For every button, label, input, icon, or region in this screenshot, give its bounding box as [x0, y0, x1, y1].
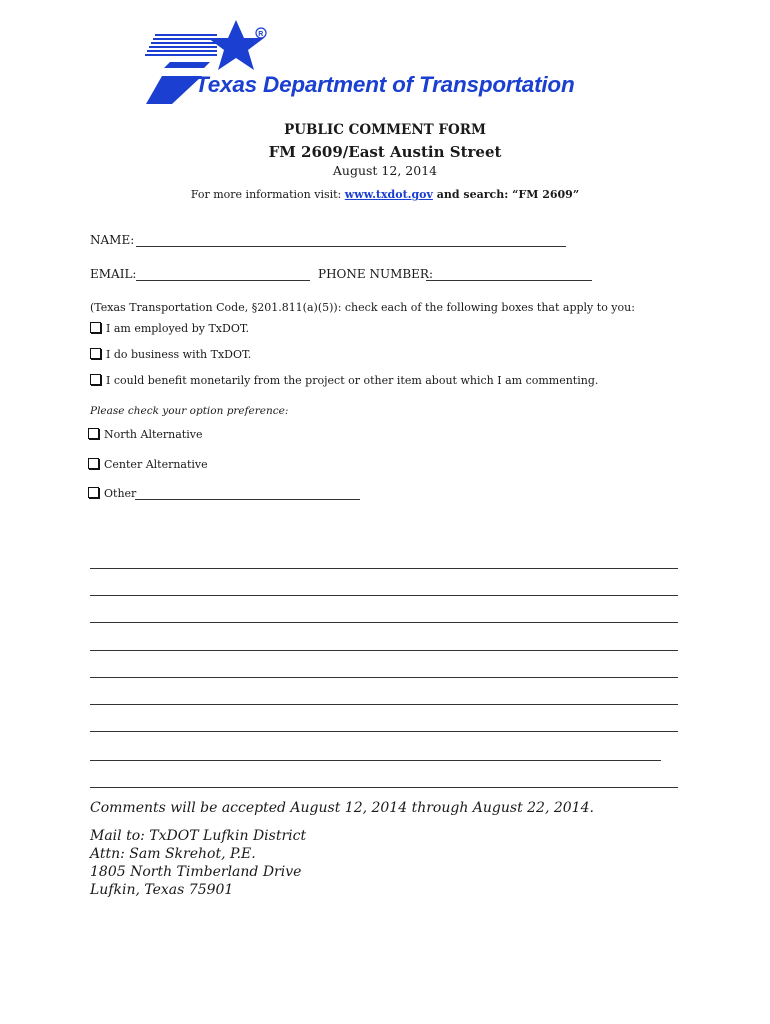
disclosure-option-label: I could benefit monetarily from the project or other item about which I am commenting. [106, 374, 599, 387]
mail-to-line: Mail to: TxDOT Lufkin District [90, 828, 307, 844]
street-line: 1805 North Timberland Drive [90, 864, 302, 880]
comment-line[interactable] [90, 677, 678, 678]
checkbox-icon[interactable] [90, 374, 101, 385]
disclosure-option-employed[interactable] [90, 322, 249, 335]
comment-line[interactable] [90, 622, 678, 623]
checkbox-icon[interactable] [88, 487, 99, 498]
email-label: EMAIL: [90, 267, 137, 281]
agency-name: Texas Department of Transportation [195, 72, 575, 97]
city-line: Lufkin, Texas 75901 [90, 882, 234, 898]
comment-deadline: Comments will be accepted August 12, 2014 through August 22, 2014. [90, 800, 594, 816]
disclosure-option-benefit[interactable] [90, 374, 598, 387]
comment-line[interactable] [90, 704, 678, 705]
preference-option-label: Center Alternative [104, 458, 208, 471]
svg-text:R: R [258, 31, 264, 38]
attn-line: Attn: Sam Skrehot, P.E. [90, 846, 256, 862]
comment-line[interactable] [90, 595, 678, 596]
form-date: August 12, 2014 [332, 163, 438, 178]
comment-line[interactable] [90, 650, 678, 651]
name-field[interactable] [136, 246, 566, 247]
txdot-website-link[interactable]: www.txdot.gov [344, 188, 433, 201]
preference-option-label: North Alternative [104, 428, 203, 441]
preference-option-north[interactable] [88, 428, 202, 441]
preference-prompt: Please check your option preference: [90, 405, 289, 417]
comment-line[interactable] [90, 568, 678, 569]
form-title: PUBLIC COMMENT FORM [284, 122, 486, 138]
email-field[interactable] [136, 280, 310, 281]
preference-option-center[interactable] [88, 458, 208, 471]
statute-text: (Texas Transportation Code, §201.811(a)(5)): check each of the following boxes that apply to you: [90, 301, 635, 314]
disclosure-option-business[interactable] [90, 348, 251, 361]
preference-option-other[interactable] [88, 487, 136, 500]
comment-line[interactable] [90, 731, 678, 732]
info-prefix: For more information visit: [190, 188, 345, 201]
checkbox-icon[interactable] [90, 348, 101, 359]
comment-line[interactable] [90, 787, 678, 788]
checkbox-icon[interactable] [88, 428, 99, 439]
checkbox-icon[interactable] [90, 322, 101, 333]
comment-line[interactable] [90, 760, 661, 761]
info-search-term: and search: “FM 2609” [432, 188, 580, 201]
preference-option-label: Other [104, 487, 137, 500]
checkbox-icon[interactable] [88, 458, 99, 469]
name-label: NAME: [90, 233, 135, 247]
other-option-field[interactable] [135, 499, 360, 500]
disclosure-option-label: I am employed by TxDOT. [106, 322, 250, 335]
info-line [0, 188, 770, 201]
phone-field[interactable] [426, 280, 592, 281]
phone-label: PHONE NUMBER: [318, 267, 434, 281]
project-title: FM 2609/East Austin Street [268, 143, 502, 161]
disclosure-option-label: I do business with TxDOT. [106, 348, 252, 361]
